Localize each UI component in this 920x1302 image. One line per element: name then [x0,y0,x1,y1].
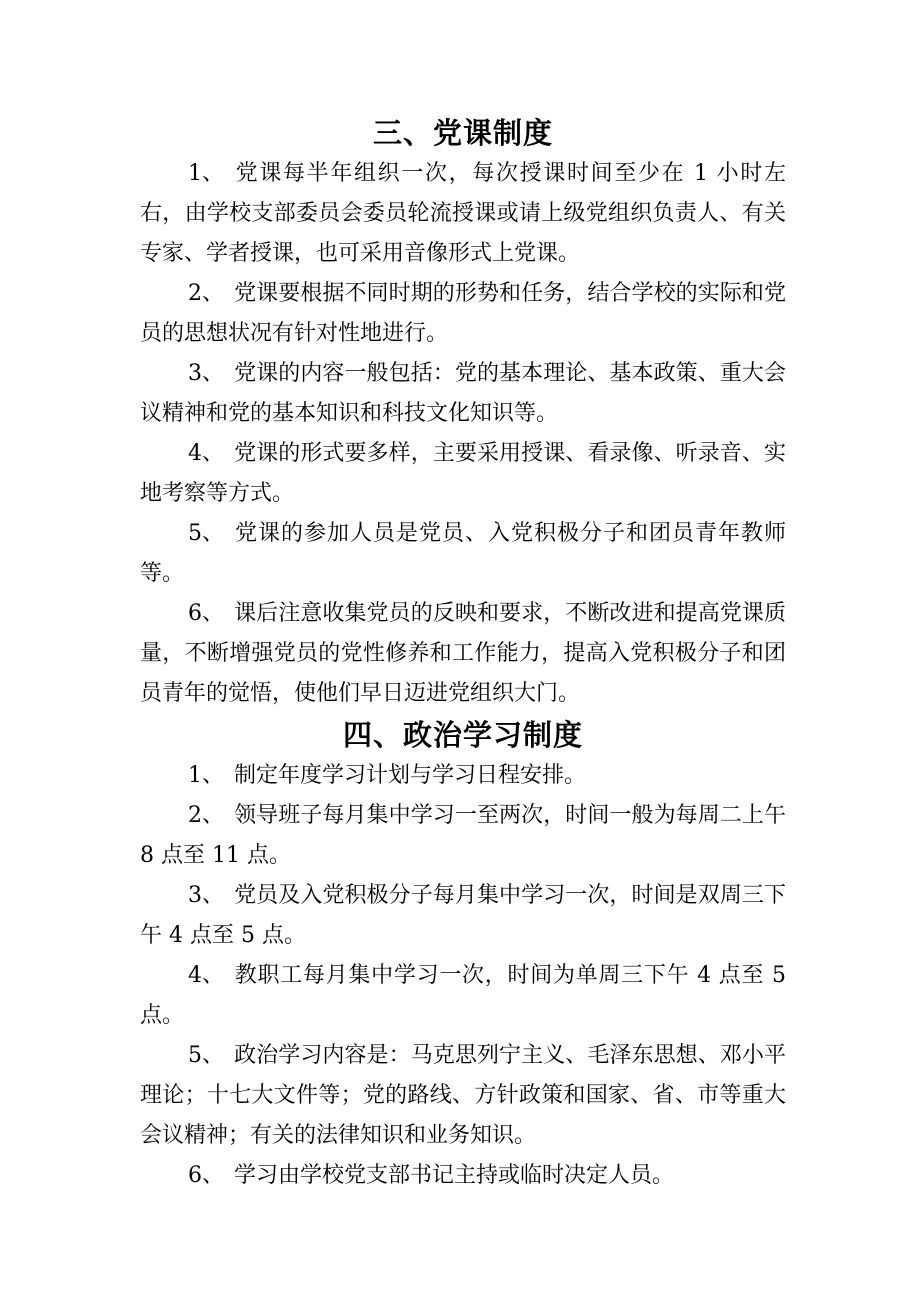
list-item [140,514,786,594]
item-text: 学习由学校党支部书记主持或临时决定人员。 [234,1163,675,1188]
section-title: 四、政治学习制度 [342,718,583,752]
item-number: 5、 [188,1043,224,1068]
item-number: 5、 [188,521,224,546]
item-number: 6、 [188,1163,224,1188]
list-item [140,354,786,434]
item-number: 3、 [188,883,224,908]
list-item [140,274,786,354]
item-text: 教职工每月集中学习一次，时间为单周三下午 4 点至 5 点。 [140,963,786,1028]
section-title: 三、党课制度 [372,116,553,150]
list-item [140,434,786,514]
item-text: 党课每半年组织一次，每次授课时间至少在 1 小时左右，由学校支部委员会委员轮流授课或请上级党组织负责人、有关专家、学者授课，也可采用音像形式上党课。 [140,161,786,266]
item-text: 党员及入党积极分子每月集中学习一次，时间是双周三下午 4 点至 5 点。 [140,883,786,948]
section-political-study [140,714,786,1196]
item-number: 1、 [188,763,224,788]
list-item [140,1036,786,1156]
document-page [140,112,786,1196]
list-item [140,594,786,714]
list-item [140,154,786,274]
section-party-lecture [140,112,786,714]
item-number: 4、 [188,441,224,466]
item-number: 3、 [188,361,224,386]
item-number: 1、 [188,161,224,186]
item-text: 党课的形式要多样，主要采用授课、看录像、听录音、实地考察等方式。 [140,441,786,506]
list-item [140,1156,786,1196]
item-text: 领导班子每月集中学习一至两次，时间一般为每周二上午 8 点至 11 点。 [140,803,786,868]
item-text: 党课要根据不同时期的形势和任务，结合学校的实际和党员的思想状况有针对性地进行。 [140,281,786,346]
list-item [140,796,786,876]
list-item [140,956,786,1036]
item-text: 制定年度学习计划与学习日程安排。 [234,763,587,788]
item-number: 2、 [188,281,224,306]
item-text: 课后注意收集党员的反映和要求，不断改进和提高党课质量，不断增强党员的党性修养和工作能力，提高入党积极分子和团员青年的觉悟，使他们早日迈进党组织大门。 [140,601,786,706]
list-item [140,876,786,956]
list-item [140,756,786,796]
item-text: 政治学习内容是：马克思列宁主义、毛泽东思想、邓小平理论；十七大文件等；党的路线、方针政策和国家、省、市等重大会议精神；有关的法律知识和业务知识。 [140,1043,786,1148]
item-number: 4、 [188,963,224,988]
item-text: 党课的内容一般包括：党的基本理论、基本政策、重大会议精神和党的基本知识和科技文化知识等。 [140,361,786,426]
item-number: 6、 [188,601,224,626]
item-number: 2、 [188,803,224,828]
item-text: 党课的参加人员是党员、入党积极分子和团员青年教师等。 [140,521,786,586]
